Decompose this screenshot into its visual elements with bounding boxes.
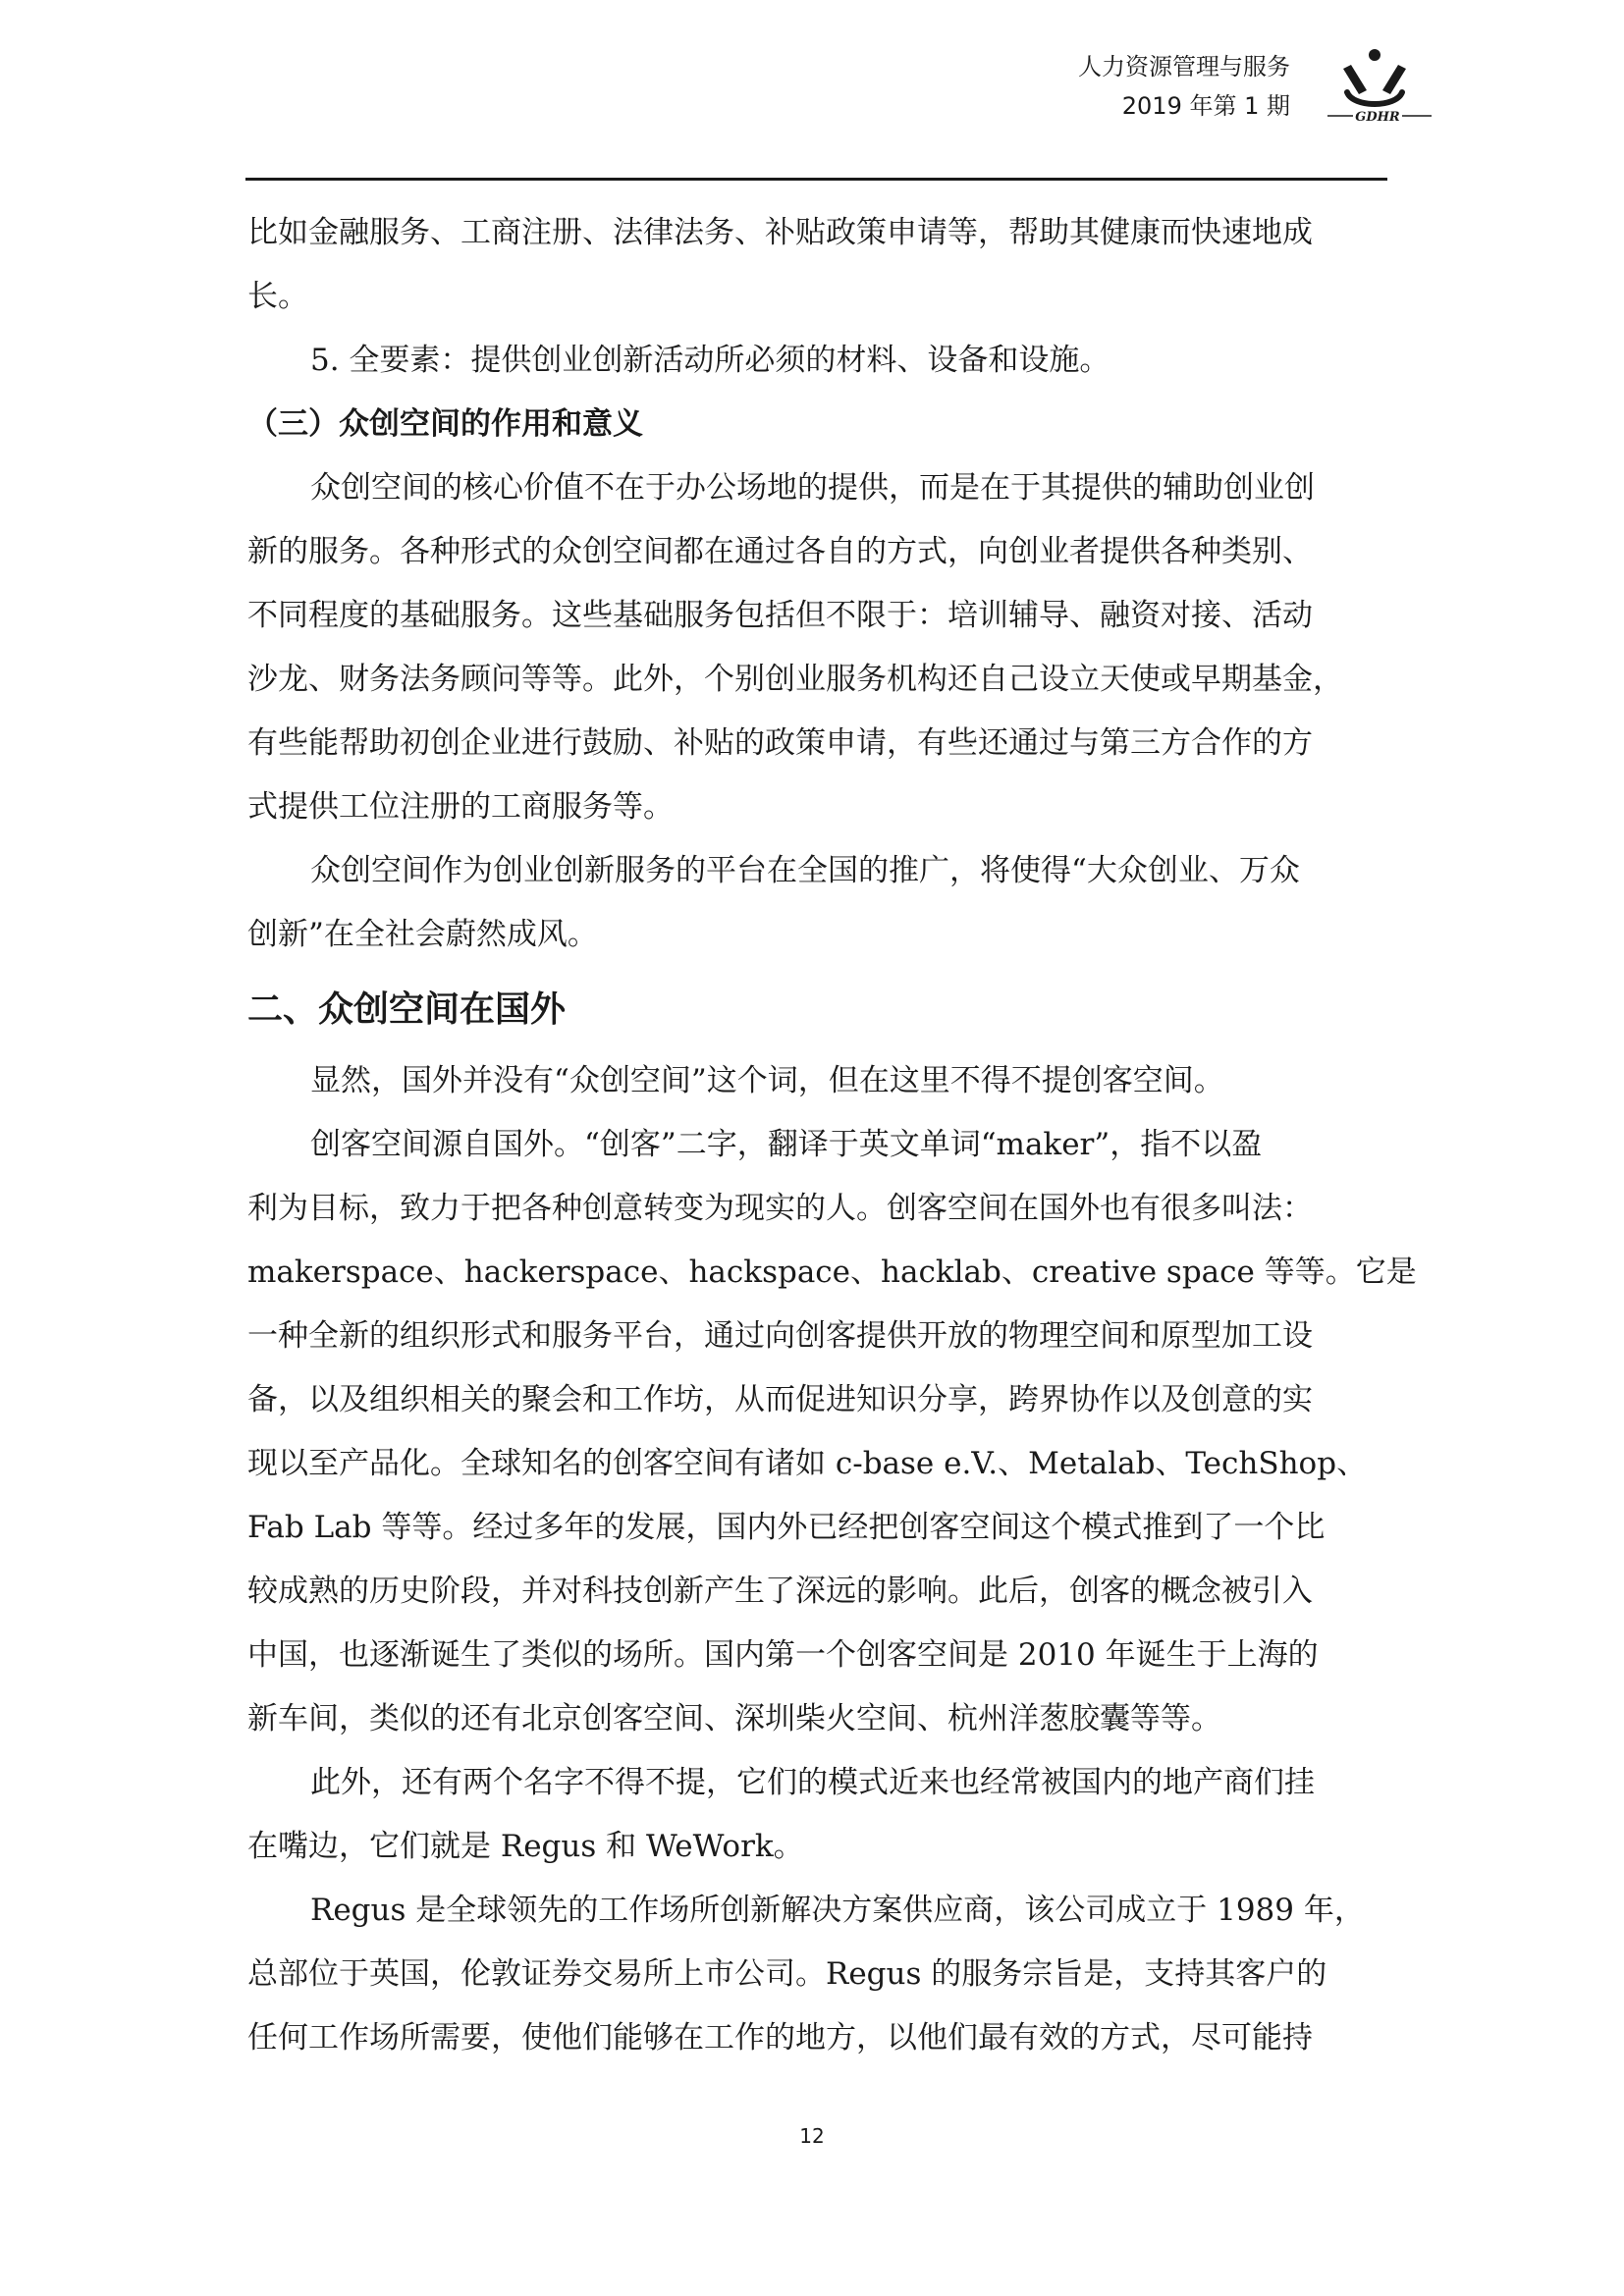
text-line: 一种全新的组织形式和服务平台，通过向创客提供开放的物理空间和原型加工设 [247,1318,1313,1354]
text-line: Regus 是全球领先的工作场所创新解决方案供应商，该公司成立于 1989 年， [310,1893,1365,1928]
body-paragraph [247,1751,1388,1879]
body-paragraph [247,1049,1388,1113]
text-line: 创客空间源自国外。“创客”二字，翻译于英文单词“maker”，指不以盈 [310,1127,1263,1162]
article-body [247,201,1417,2070]
body-paragraph [247,456,1388,839]
body-paragraph [247,329,1388,393]
text-line: 式提供工位注册的工商服务等。 [247,789,674,825]
header-divider [245,178,1387,181]
text-line: 创新”在全社会蔚然成风。 [247,917,598,952]
logo-text: GDHR [1355,110,1400,125]
text-line: 5. 全要素：提供创业创新活动所必须的材料、设备和设施。 [310,343,1110,378]
text-line: 在嘴边，它们就是 Regus 和 WeWork。 [247,1829,804,1864]
gdhr-logo-mark [1326,43,1434,132]
text-line: 现以至产品化。全球知名的创客空间有诸如 c-base e.V.、Metalab、TechShop、 [247,1446,1368,1481]
issue-label: 2019 年第 1 期 [1121,92,1290,120]
text-line: makerspace、hackerspace、hackspace、hacklab、creative space 等等。它是 [247,1255,1417,1290]
body-paragraph [247,201,1388,329]
text-line: 有些能帮助初创企业进行鼓励、补贴的政策申请，有些还通过与第三方合作的方 [247,725,1313,761]
page-number: 12 [799,2124,825,2148]
body-paragraph [247,839,1388,967]
text-line: 较成熟的历史阶段，并对科技创新产生了深远的影响。此后，创客的概念被引入 [247,1574,1313,1609]
body-paragraph [247,1113,1417,1751]
text-line: 此外，还有两个名字不得不提，它们的模式近来也经常被国内的地产商们挂 [310,1765,1315,1800]
text-line: 众创空间的核心价值不在于办公场地的提供，而是在于其提供的辅助创业创 [310,470,1315,506]
text-line: 新车间，类似的还有北京创客空间、深圳柴火空间、杭州洋葱胶囊等等。 [247,1701,1221,1736]
running-header [1078,47,1290,126]
text-line: 众创空间作为创业创新服务的平台在全国的推广，将使得“大众创业、万众 [310,853,1300,888]
journal-title: 人力资源管理与服务 [1078,53,1290,80]
body-paragraph [247,1879,1388,2070]
text-line: 任何工作场所需要，使他们能够在工作的地方，以他们最有效的方式，尽可能持 [247,2020,1313,2056]
gdhr-logo [1326,43,1434,132]
text-line: 显然，国外并没有“众创空间”这个词，但在这里不得不提创客空间。 [310,1063,1224,1098]
text-line: 沙龙、财务法务顾问等等。此外，个别创业服务机构还自己设立天使或早期基金， [247,662,1343,697]
section-heading [247,967,1388,1049]
text-line: 利为目标，致力于把各种创意转变为现实的人。创客空间在国外也有很多叫法： [247,1191,1313,1226]
text-line: 中国，也逐渐诞生了类似的场所。国内第一个创客空间是 2010 年诞生于上海的 [247,1637,1319,1673]
text-line: 二、众创空间在国外 [247,989,567,1030]
text-line: 新的服务。各种形式的众创空间都在通过各自的方式，向创业者提供各种类别、 [247,534,1313,569]
text-line: 比如金融服务、工商注册、法律法务、补贴政策申请等，帮助其健康而快速地成 [247,215,1313,250]
subsection-heading [247,393,1388,456]
text-line: 不同程度的基础服务。这些基础服务包括但不限于：培训辅导、融资对接、活动 [247,598,1313,633]
text-line: Fab Lab 等等。经过多年的发展，国内外已经把创客空间这个模式推到了一个比 [247,1510,1326,1545]
text-line: 总部位于英国，伦敦证券交易所上市公司。Regus 的服务宗旨是，支持其客户的 [247,1956,1327,1992]
text-line: 长。 [247,279,308,314]
text-line: 备，以及组织相关的聚会和工作坊，从而促进知识分享，跨界协作以及创意的实 [247,1382,1313,1417]
text-line: （三）众创空间的作用和意义 [247,406,643,442]
